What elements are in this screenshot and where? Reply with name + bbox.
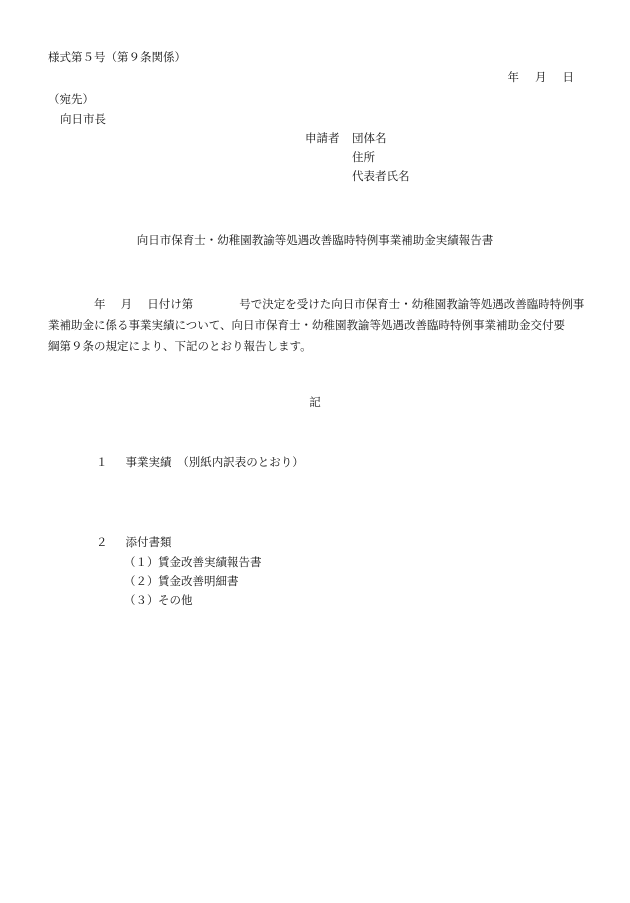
body-line: 年 月 日付け第 号で決定を受けた向日市保育士・幼稚園教諭等処遇改善臨時特例事 bbox=[48, 297, 585, 311]
list-item-number: （２） bbox=[124, 574, 159, 588]
list-item-text: その他 bbox=[158, 593, 193, 607]
applicant-block bbox=[305, 133, 410, 190]
body-line: 綱第９条の規定により、下記のとおり報告します。 bbox=[48, 339, 312, 353]
section-number: ２ bbox=[96, 535, 108, 549]
body-line: 業補助金に係る事業実績について、向日市保育士・幼稚園教諭等処遇改善臨時特例事業補助金交付要 bbox=[48, 318, 566, 332]
date-line bbox=[508, 72, 575, 84]
section-text: 事業実績 （別紙内訳表のとおり） bbox=[125, 455, 304, 469]
applicant-field-representative: 代表者氏名 bbox=[352, 169, 410, 183]
section-business-results bbox=[96, 457, 304, 469]
addressee-label: （宛先） bbox=[48, 92, 94, 106]
section-attachments bbox=[96, 537, 172, 549]
date-day-label: 日 bbox=[562, 70, 574, 84]
attachment-list bbox=[124, 557, 262, 614]
list-item-number: （３） bbox=[124, 593, 159, 607]
addressee-name: 向日市長 bbox=[60, 112, 106, 126]
date-month-label: 月 bbox=[535, 70, 547, 84]
applicant-row-representative bbox=[305, 171, 410, 190]
list-item-text: 賃金改善明細書 bbox=[158, 574, 239, 588]
section-number: １ bbox=[96, 455, 108, 469]
ki-mark: 記 bbox=[309, 395, 321, 409]
applicant-field-address: 住所 bbox=[352, 150, 375, 164]
list-item bbox=[124, 595, 262, 614]
section-text: 添付書類 bbox=[125, 535, 172, 549]
body-paragraph bbox=[48, 294, 588, 357]
document-title: 向日市保育士・幼稚園教諭等処遇改善臨時特例事業補助金実績報告書 bbox=[136, 233, 494, 247]
applicant-field-organization: 団体名 bbox=[352, 131, 387, 145]
applicant-label: 申請者 bbox=[305, 131, 340, 145]
list-item-text: 賃金改善実績報告書 bbox=[158, 555, 262, 569]
form-number: 様式第５号（第９条関係） bbox=[48, 50, 186, 64]
date-year-label: 年 bbox=[507, 70, 519, 84]
list-item-number: （１） bbox=[124, 555, 159, 569]
